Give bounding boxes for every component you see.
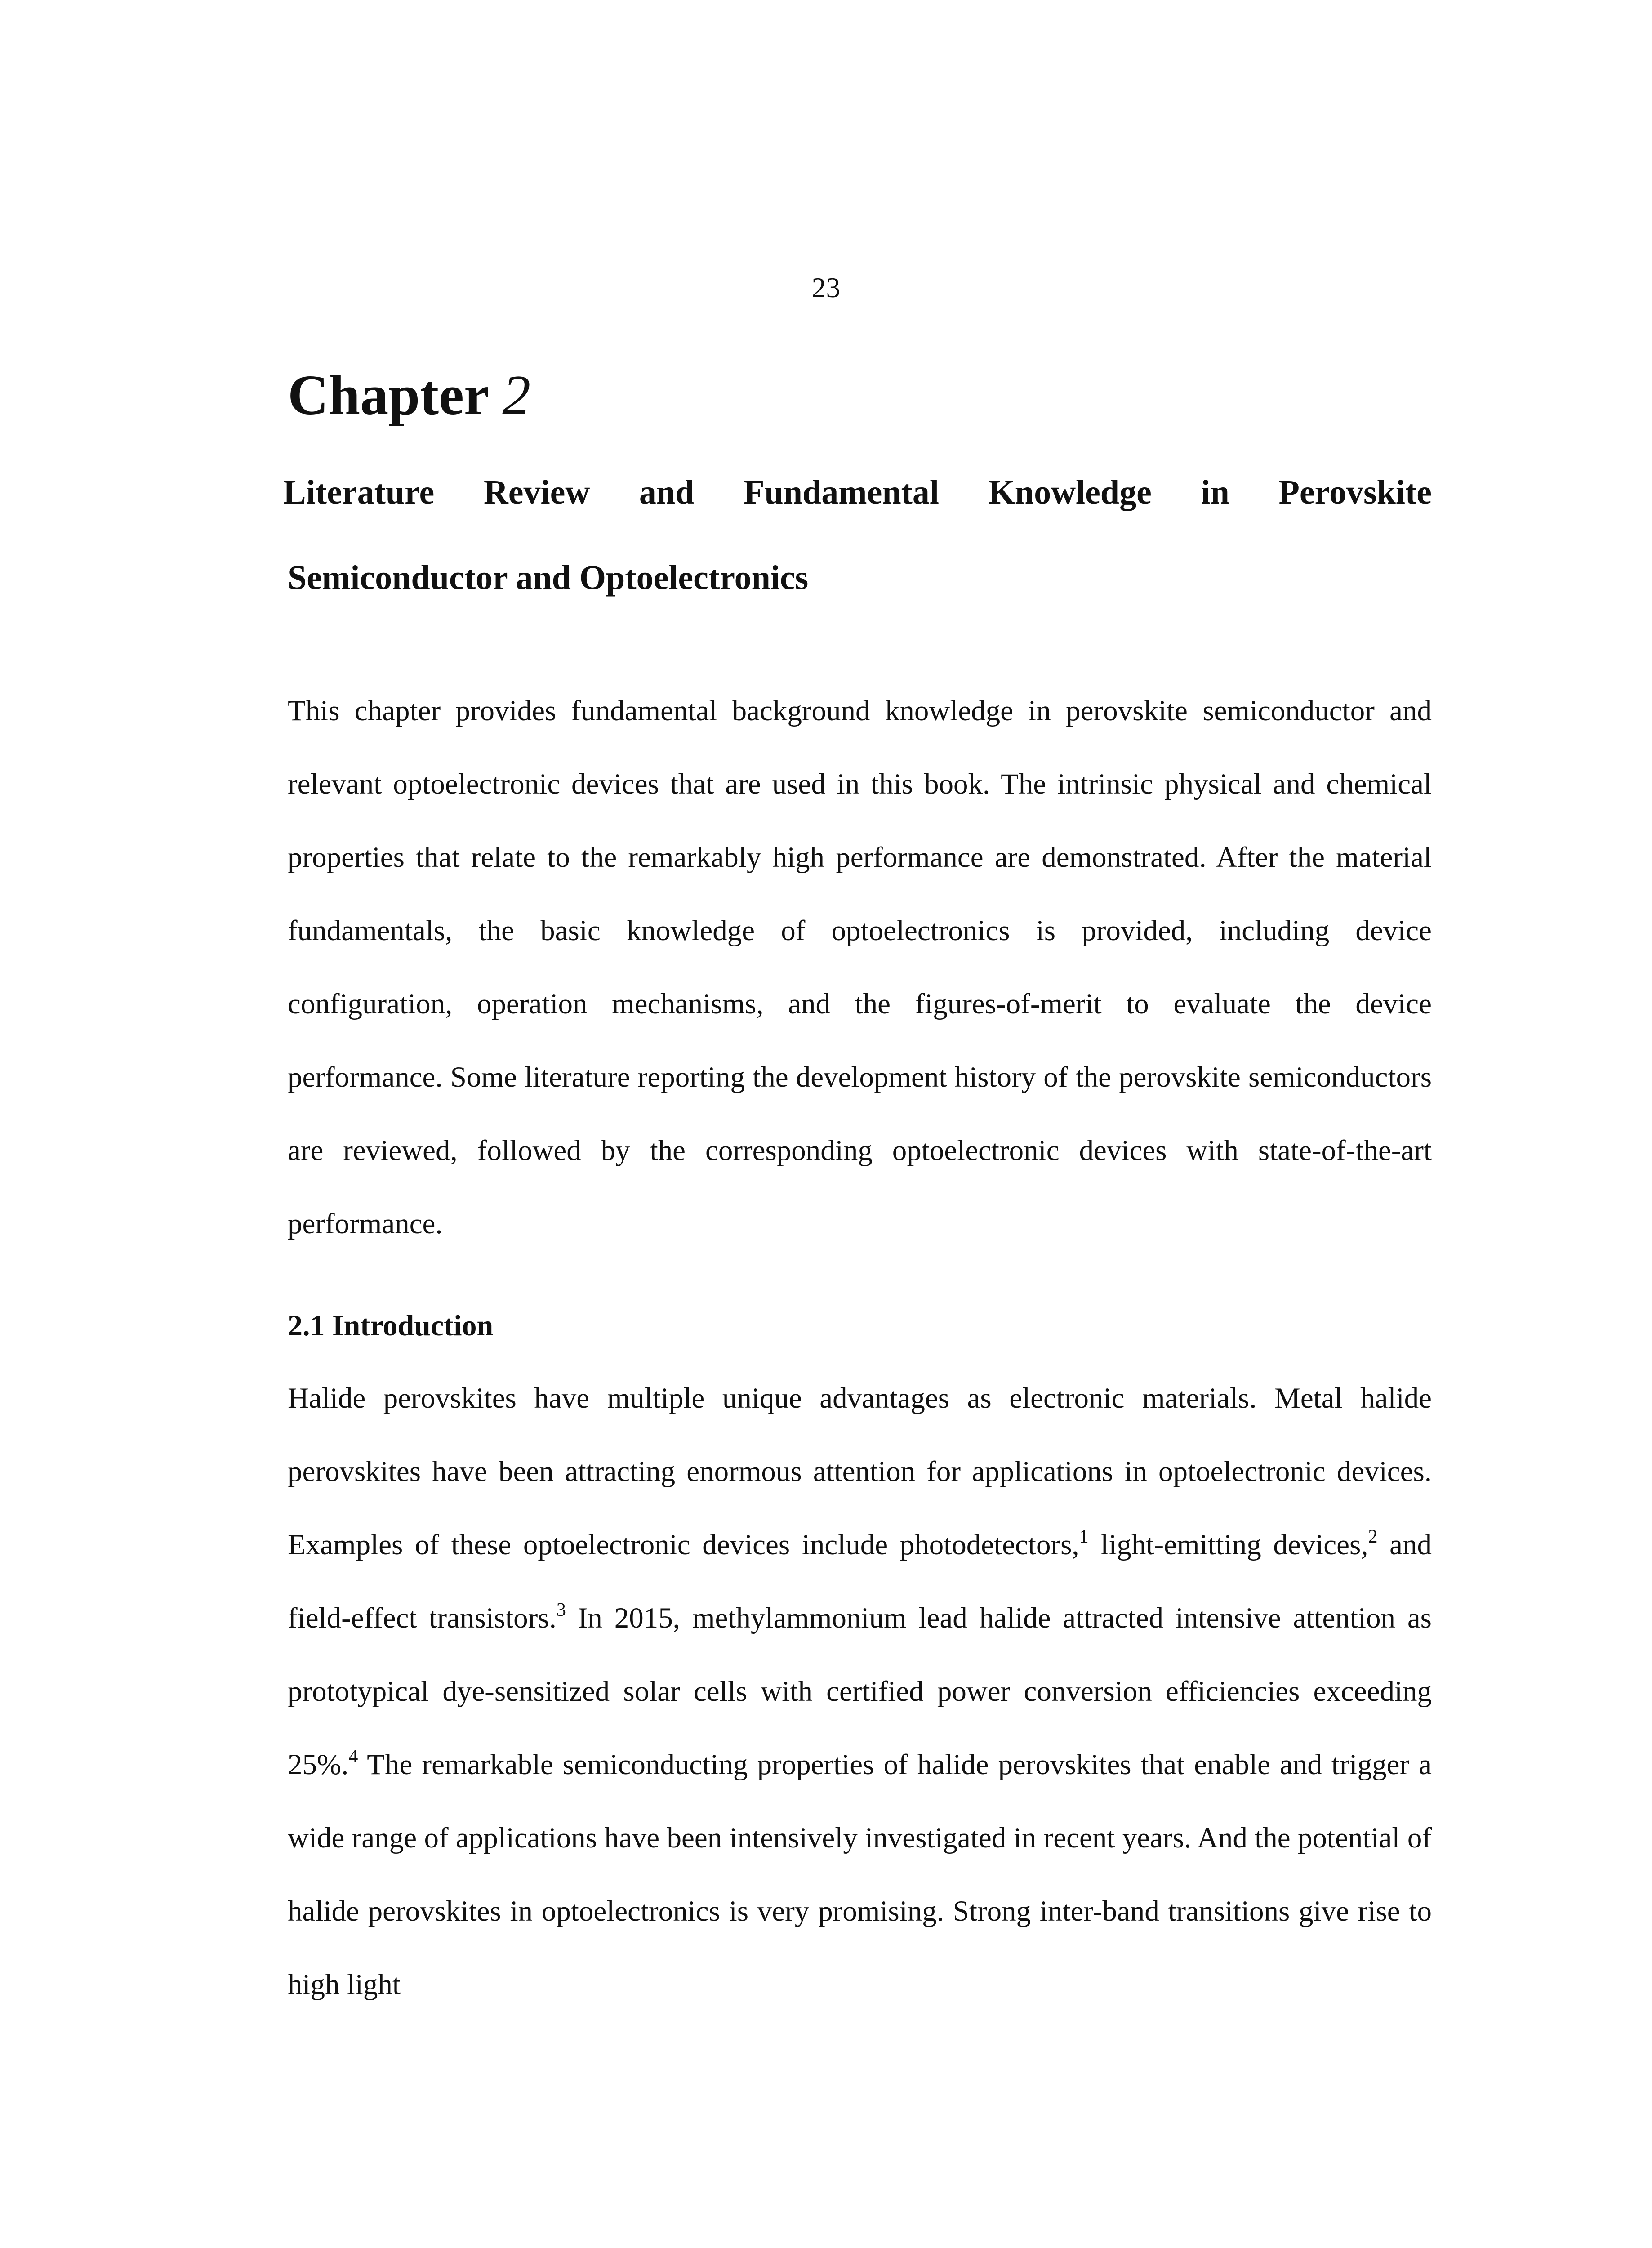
paragraph-text: and field-effect transistors.: [288, 1529, 1432, 1634]
paragraph-text: light-emitting devices,: [1088, 1529, 1368, 1561]
section-paragraph: [288, 1362, 1432, 2021]
section-heading: 2.1 Introduction: [288, 1309, 494, 1342]
chapter-title-word: and: [639, 473, 695, 511]
chapter-number: 2: [502, 364, 531, 427]
chapter-title-line-1: [283, 450, 1432, 535]
paragraph-text: Halide perovskites have multiple unique advantages as electronic materials. Metal halide perovskites have been attracting enormous attention for applications in optoelectronic devices. Examples of these optoelectronic devices include photodetectors,: [288, 1382, 1432, 1561]
paragraph-text: In 2015, methylammonium lead halide attracted intensive attention as prototypical dye-sensitized solar cells with certified power conversion efficiencies exceeding 25%.: [288, 1602, 1432, 1781]
chapter-title-word: in: [1201, 473, 1229, 511]
chapter-title-word: Perovskite: [1278, 473, 1432, 511]
citation-ref: 1: [1079, 1526, 1089, 1547]
chapter-title-word: Knowledge: [988, 473, 1152, 511]
paragraph-text: The remarkable semiconducting properties of halide perovskites that enable and trigger a wide range of applications have been intensively investigated in recent years. And the potential of halide perovskites in optoelectronics is very promising. Strong inter-band transitions give rise to high light: [288, 1748, 1432, 2001]
page-content: [283, 360, 1432, 2021]
chapter-title-word: Literature: [283, 473, 435, 511]
chapter-title-word: Review: [483, 473, 590, 511]
citation-ref: 3: [556, 1600, 566, 1620]
chapter-word: Chapter: [288, 364, 488, 427]
chapter-title-word: Fundamental: [744, 473, 940, 511]
citation-ref: 4: [348, 1746, 358, 1767]
page-number: 23: [811, 272, 841, 303]
intro-paragraph: This chapter provides fundamental background knowledge in perovskite semiconductor and relevant optoelectronic devices that are used in this book. The intrinsic physical and chemical properties that relate to the remarkably high performance are demonstrated. After the material fundamentals, the basic knowledge of optoelectronics is provided, including device configuration, operation mechanisms, and the figures-of-merit to evaluate the device performance. Some literature reporting the development history of the perovskite semiconductors are reviewed, followed by the corresponding optoelectronic devices with state-of-the-art performance.: [288, 695, 1432, 1240]
citation-ref: 2: [1368, 1526, 1378, 1547]
chapter-title-line-2: Semiconductor and Optoelectronics: [288, 559, 809, 597]
chapter-title: [283, 450, 1432, 620]
chapter-heading: [288, 360, 1432, 432]
